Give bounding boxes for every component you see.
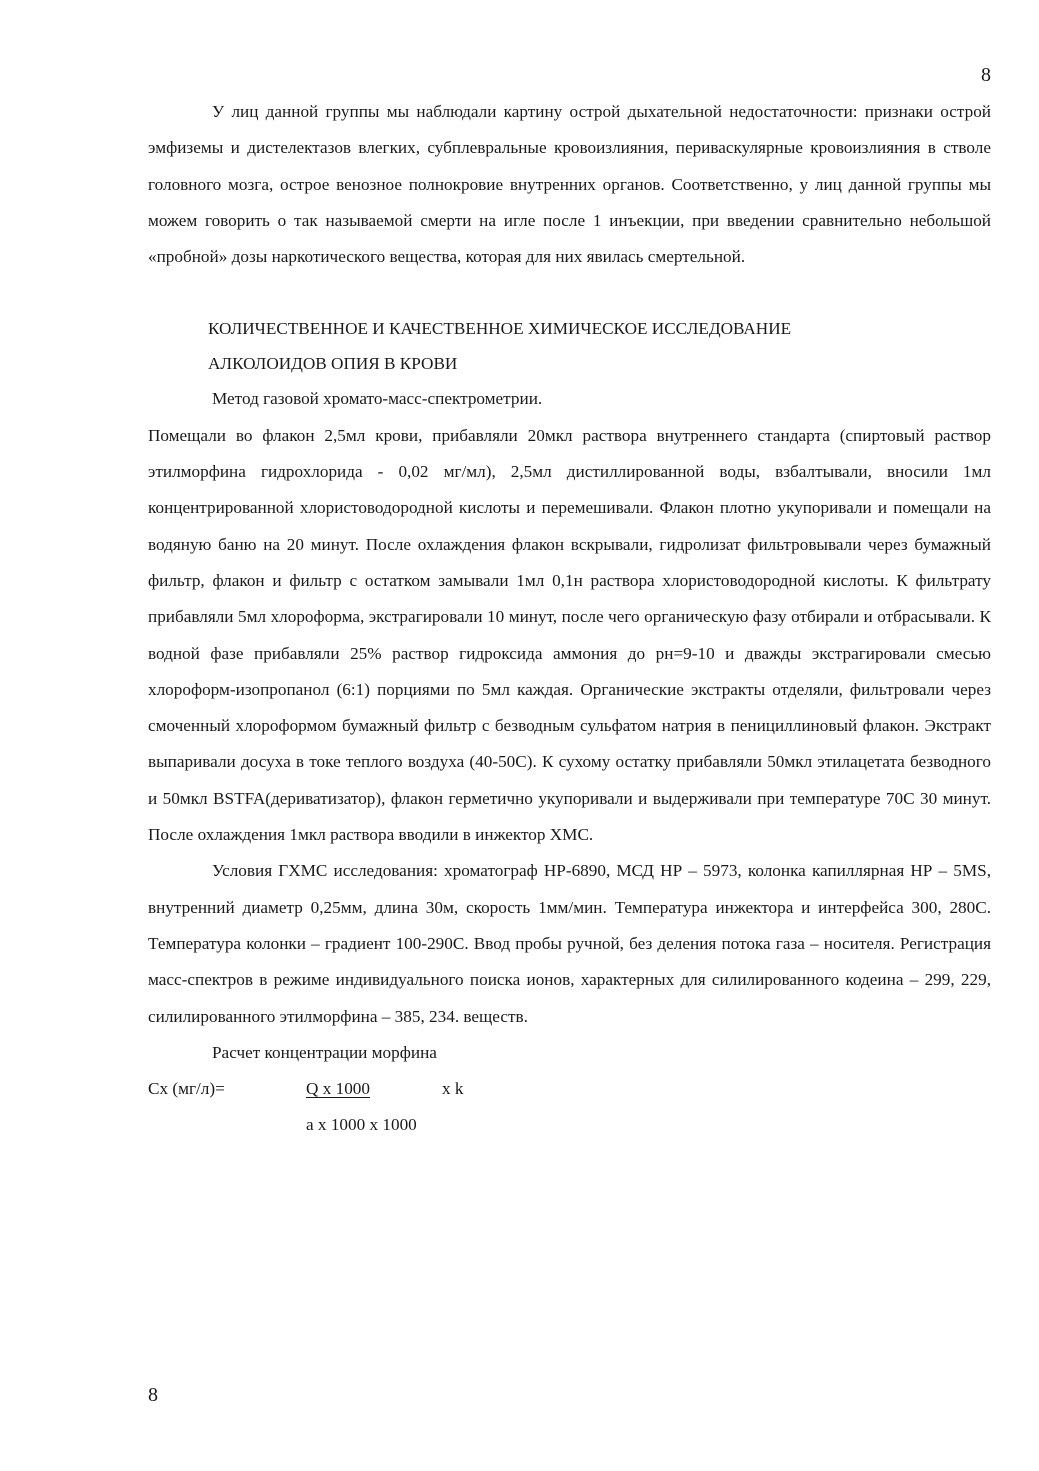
section-heading [148, 311, 991, 381]
heading-line-2: АЛКОЛОИДОВ ОПИЯ В КРОВИ [208, 354, 458, 374]
document-body [148, 94, 991, 1143]
paragraph-respiratory-failure: У лиц данной группы мы наблюдали картину острой дыхательной недостаточности: признаки острой эмфиземы и дистелектазов влегких, субплевральные кровоизлияния, периваскулярные кровоизлияния в стволе головного мозга, острое венозное полнокровие внутренних органов. Соответственно, у лиц данной группы мы можем говорить о так называемой смерти на игле после 1 инъекции, при введении сравнительно небольшой «пробной» дозы наркотического вещества, которая для них явилась смертельной. [148, 102, 991, 267]
formula-numerator [306, 1071, 370, 1107]
page-number-bottom: 8 [148, 1384, 158, 1406]
paragraph-procedure: Помещали во флакон 2,5мл крови, прибавляли 20мкл раствора внутреннего стандарта (спиртовый раствор этилморфина гидрохлорида - 0,02 мг/мл), 2,5мл дистиллированной воды, взбалтывали, вносили 1мл концентрированной хлористоводородной кислоты и перемешивали. Флакон плотно укупоривали и помещали на водяную баню на 20 минут. После охлаждения флакон вскрывали, гидролизат фильтровывали через бумажный фильтр, флакон и фильтр с остатком замывали 1мл 0,1н раствора хлористоводородной кислоты. К фильтрату прибавляли 5мл хлороформа, экстрагировали 10 минут, после чего органическую фазу отбирали и отбрасывали. К водной фазе прибавляли 25% раствор гидроксида аммония до рн=9-10 и дважды экстрагировали смесью хлороформ-изопропанол (6:1) порциями по 5мл каждая. Органические экстракты отделяли, фильтровали через смоченный хлороформом бумажный фильтр с безводным сульфатом натрия в пенициллиновый флакон. Экстракт выпаривали досуха в токе теплого воздуха (40-50С). К сухому остатку прибавляли 50мкл этилацетата безводного и 50мкл BSTFA(дериватизатор), флакон герметично укупоривали и выдерживали при температуре 70С 30 минут. После охлаждения 1мкл раствора вводили в инжектор ХМС. [148, 425, 991, 845]
paragraph-conditions: Условия ГХМС исследования: хроматограф НР-6890, МСД НР – 5973, колонка капиллярная НР – 5MS, внутренний диаметр 0,25мм, длина 30м, скорость 1мм/мин. Температура инжектора и интерфейса 300, 280С. Температура колонки – градиент 100-290С. Ввод пробы ручной, без деления потока газа – носителя. Регистрация масс-спектров в режиме индивидуального поиска ионов, характерных для силилированного кодеина – 299, 229, силилированного этилморфина – 385, 234. веществ. [148, 861, 991, 1026]
page-number-top: 8 [981, 64, 991, 86]
formula-label: Сх (мг/л)= [148, 1079, 225, 1099]
formula-numerator-text: Q x 1000 [306, 1079, 370, 1099]
formula-row-denominator [148, 1107, 991, 1143]
formula-multiplier: x k [442, 1079, 464, 1099]
formula-row-numerator [148, 1071, 991, 1107]
heading-line-1: КОЛИЧЕСТВЕННОЕ И КАЧЕСТВЕННОЕ ХИМИЧЕСКОЕ ИССЛЕДОВАНИЕ [208, 319, 792, 339]
formula-title: Расчет концентрации морфина [212, 1042, 437, 1062]
formula-denominator: a x 1000 x 1000 [306, 1115, 417, 1135]
method-line: Метод газовой хромато-масс-спектрометрии. [212, 389, 543, 409]
